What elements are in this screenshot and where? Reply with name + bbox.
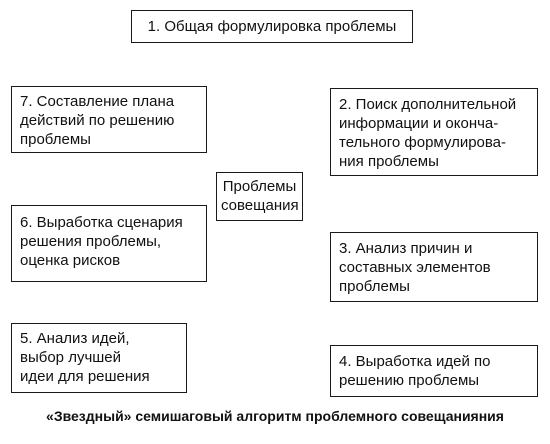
step-1-label: 1. Общая формулировка проблемы [147,18,397,35]
center-label: Проблемы совещания [221,178,299,214]
step-4-label: 4. Выработка идей по решению проблемы [339,353,491,389]
step-2-label: 2. Поиск дополнительной информации и оконча- тельного формулирова- ния проблемы [339,96,517,170]
step-6-box [11,205,207,282]
step-1-box [131,10,413,43]
figure-caption: «Звездный» семишаговый алгоритм проблемного совещанияния [46,408,504,424]
step-6-label: 6. Выработка сценария решения проблемы, оценка рисков [20,214,183,269]
step-2-box [330,88,538,176]
center-box [216,172,303,221]
step-3-label: 3. Анализ причин и составных элементов проблемы [339,240,491,295]
step-4-box [330,345,538,397]
step-7-box [11,86,207,153]
step-7-label: 7. Составление плана действий по решению проблемы [20,93,175,148]
step-3-box [330,232,538,302]
step-5-label: 5. Анализ идей, выбор лучшей идеи для решения [20,330,150,385]
step-5-box [11,323,187,393]
